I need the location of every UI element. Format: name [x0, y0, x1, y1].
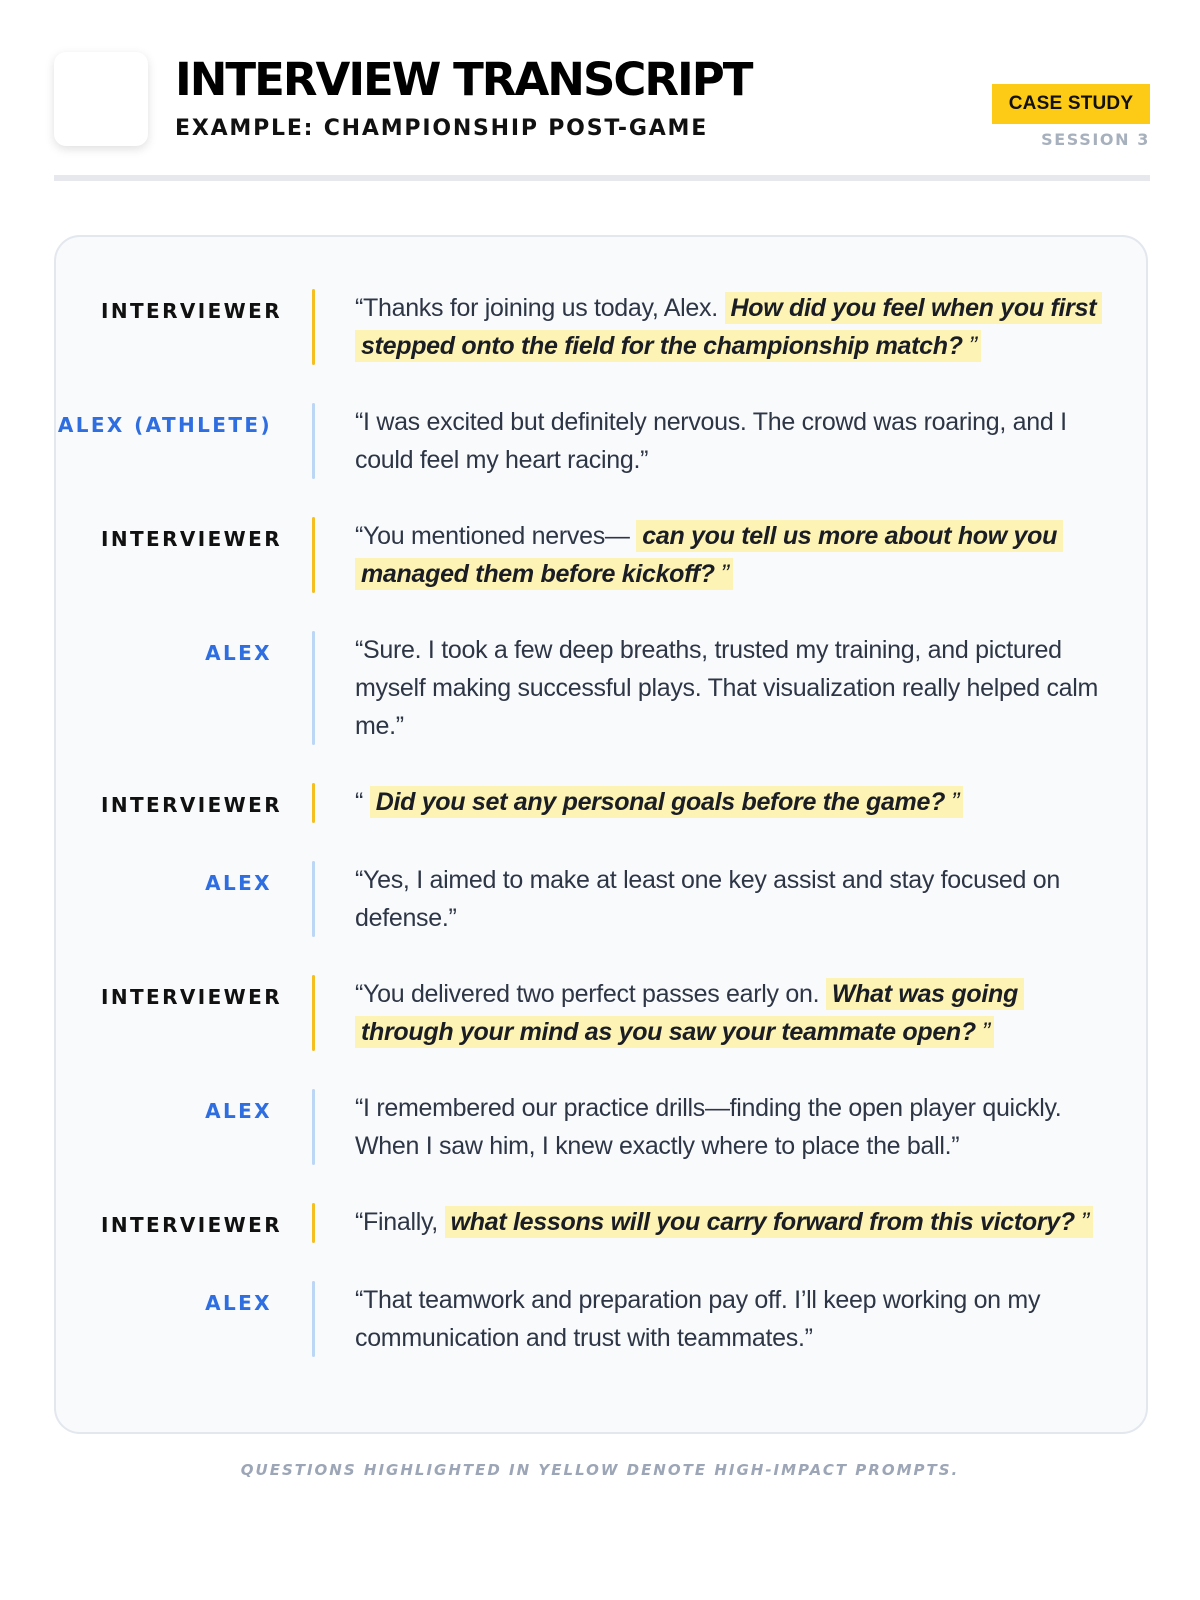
turn-text: [355, 289, 1100, 365]
footer-note: QUESTIONS HIGHLIGHTED IN YELLOW DENOTE HIGH-IMPACT PROMPTS.: [240, 1461, 960, 1479]
speaker-bar: [312, 289, 315, 365]
speaker-bar: [312, 1203, 315, 1243]
turn-text: [355, 403, 1100, 479]
transcript-turn: [56, 861, 1146, 937]
transcript-turn: [56, 517, 1146, 593]
closing-quote: ”: [721, 558, 733, 590]
transcript-turn: [56, 403, 1146, 479]
speaker-bar: [312, 783, 315, 823]
turn-plain-text: “That teamwork and preparation pay off. I’ll keep working on my communication and trust with teammates.”: [355, 1286, 1041, 1352]
speaker-bar: [312, 631, 315, 745]
turn-plain-text: “: [355, 788, 364, 816]
highlighted-question: Did you set any personal goals before the game?: [370, 786, 951, 818]
session-label: SESSION 3: [1041, 130, 1150, 149]
turn-text: [355, 1281, 1100, 1357]
speaker-label: INTERVIEWER: [101, 793, 282, 817]
transcript-turn: [56, 289, 1146, 365]
highlighted-question: How did you feel when you first stepped onto the field for the championship match?: [355, 292, 1102, 362]
speaker-label: ALEX: [205, 641, 272, 665]
highlighted-question: What was going through your mind as you saw your teammate open?: [355, 978, 1024, 1048]
transcript-turn: [56, 1203, 1146, 1243]
closing-quote: ”: [951, 786, 963, 818]
turn-plain-text: “I remembered our practice drills—finding the open player quickly. When I saw him, I knew exactly where to place the ball.”: [355, 1094, 1062, 1160]
highlighted-question: can you tell us more about how you managed them before kickoff?: [355, 520, 1063, 590]
closing-quote: ”: [1081, 1206, 1093, 1238]
page-subtitle: EXAMPLE: CHAMPIONSHIP POST-GAME: [175, 116, 709, 141]
speaker-label: INTERVIEWER: [101, 527, 282, 551]
transcript-card: [54, 235, 1148, 1434]
speaker-label: ALEX: [205, 1099, 272, 1123]
turn-plain-text: “I was excited but definitely nervous. The crowd was roaring, and I could feel my heart racing.”: [355, 408, 1067, 474]
turn-plain-text: “Finally,: [355, 1208, 438, 1236]
turn-plain-text: “Yes, I aimed to make at least one key assist and stay focused on defense.”: [355, 866, 1060, 932]
page-header: [54, 48, 1150, 178]
speaker-label: INTERVIEWER: [101, 1213, 282, 1237]
turn-text: [355, 861, 1100, 937]
closing-quote: ”: [982, 1016, 994, 1048]
speaker-label: ALEX: [205, 1291, 272, 1315]
speaker-bar: [312, 403, 315, 479]
speaker-bar: [312, 975, 315, 1051]
speaker-bar: [312, 517, 315, 593]
turn-plain-text: “Sure. I took a few deep breaths, trusted my training, and pictured myself making successful plays. That visualization really helped calm me.”: [355, 636, 1099, 740]
turn-text: [355, 783, 1100, 821]
speaker-bar: [312, 861, 315, 937]
case-study-badge: CASE STUDY: [992, 84, 1150, 124]
transcript-turn: [56, 783, 1146, 823]
speaker-label: ALEX: [205, 871, 272, 895]
speaker-label: ALEX (ATHLETE): [57, 413, 272, 437]
transcript-turn: [56, 1089, 1146, 1165]
speaker-bar: [312, 1281, 315, 1357]
closing-quote: ”: [969, 330, 981, 362]
logo-placeholder: [54, 52, 148, 146]
speaker-label: INTERVIEWER: [101, 299, 282, 323]
transcript-turn: [56, 975, 1146, 1051]
turn-text: [355, 517, 1100, 593]
turn-text: [355, 1089, 1100, 1165]
speaker-label: INTERVIEWER: [101, 985, 282, 1009]
turn-text: [355, 631, 1100, 745]
turn-text: [355, 1203, 1100, 1241]
speaker-bar: [312, 1089, 315, 1165]
highlighted-question: what lessons will you carry forward from this victory?: [445, 1206, 1081, 1238]
turn-text: [355, 975, 1100, 1051]
turn-plain-text: “Thanks for joining us today, Alex.: [355, 294, 718, 322]
header-divider: [54, 175, 1150, 181]
page-title: INTERVIEW TRANSCRIPT: [175, 53, 752, 106]
transcript-turn: [56, 1281, 1146, 1357]
turn-plain-text: “You delivered two perfect passes early on.: [355, 980, 820, 1008]
transcript-turn: [56, 631, 1146, 745]
turn-plain-text: “You mentioned nerves—: [355, 522, 630, 550]
